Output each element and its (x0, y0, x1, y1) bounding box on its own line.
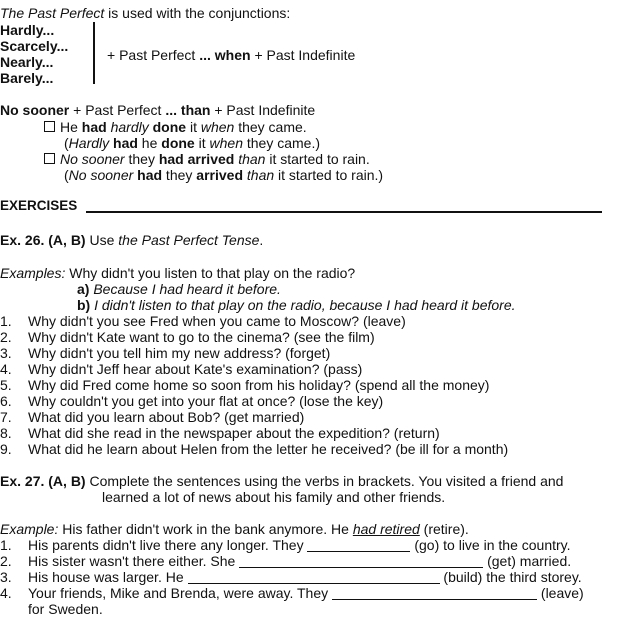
s: it started to rain.) (274, 167, 384, 183)
answer-blank[interactable] (307, 538, 410, 552)
s: hardly (110, 119, 149, 135)
s: it (186, 119, 201, 135)
item-text: Why didn't Jeff hear about Kate's examination? (pass) (28, 361, 363, 377)
list-item (0, 393, 384, 409)
s: they came.) (242, 135, 321, 151)
item-text: What did he learn about Helen from the letter he received? (be ill for a month) (28, 441, 509, 457)
list-item (0, 569, 582, 585)
item-text (28, 553, 571, 569)
item-number: 3. (0, 345, 12, 361)
s: His father didn't work in the bank anymore. He (58, 521, 353, 537)
answer-blank[interactable] (239, 554, 483, 568)
example-label: Example: (0, 521, 59, 537)
item-number: 7. (0, 409, 12, 425)
list-item (0, 585, 584, 601)
ex26-title (0, 232, 263, 248)
list-item (0, 425, 440, 441)
rule-no-sooner (0, 102, 315, 118)
s: ( (64, 167, 69, 183)
list-item-cont: for Sweden. (28, 601, 103, 617)
s: it (194, 135, 210, 151)
s: Your friends, Mike and Brenda, were away. They (28, 585, 333, 601)
item-number: 4. (0, 361, 12, 377)
conjunction-3: Nearly... (0, 54, 54, 70)
s: arrived (196, 167, 243, 183)
s: they came. (234, 119, 307, 135)
intro-line (0, 5, 290, 21)
s: No sooner (60, 151, 125, 167)
item-text: What did you learn about Bob? (get married) (28, 409, 305, 425)
item-number: 2. (0, 329, 12, 345)
s: than (238, 151, 266, 167)
item-text (28, 585, 584, 601)
item-number: 9. (0, 441, 12, 457)
list-item (0, 409, 305, 425)
item-text: Why did Fred come home so soon from his holiday? (spend all the money) (28, 377, 490, 393)
s: He (60, 119, 82, 135)
s: (retire). (419, 521, 469, 537)
rule-part: No sooner (0, 102, 70, 118)
s: the Past Perfect Tense (118, 232, 260, 248)
bracket-bar (93, 22, 95, 84)
s: had (137, 167, 163, 183)
formula-when (107, 47, 355, 63)
list-item (0, 313, 406, 329)
item-number: 6. (0, 393, 12, 409)
s: Because I had heard it before. (89, 281, 281, 297)
answer-blank[interactable] (188, 570, 440, 584)
ex27-instruction-cont: learned a lot of news about his family and other friends. (102, 489, 446, 505)
example-answer: had retired (352, 521, 420, 537)
list-item (0, 377, 490, 393)
item-text: Why didn't you see Fred when you came to Moscow? (leave) (28, 313, 406, 329)
s: . (259, 232, 264, 248)
sample-1-alt (64, 135, 320, 151)
s: than (246, 167, 275, 183)
s: done (161, 135, 195, 151)
item-text (28, 537, 571, 553)
list-item (0, 361, 363, 377)
s: Why didn't you listen to that play on the radio? (65, 265, 356, 281)
rule-part: + Past Perfect (69, 102, 166, 118)
s: Use (85, 232, 119, 248)
list-item (0, 441, 509, 457)
item-text: What did she read in the newspaper about the expedition? (return) (28, 425, 440, 441)
item-number: 4. (0, 585, 12, 601)
s: they (162, 167, 197, 183)
ex-level: (A, B) (48, 232, 86, 248)
list-item (0, 553, 572, 569)
item-number: 3. (0, 569, 12, 585)
example-label: Examples: (0, 265, 66, 281)
item-number: 2. (0, 553, 12, 569)
s: I didn't listen to that play on the radio, because I had heard it before. (90, 297, 516, 313)
s: ( (64, 135, 69, 151)
item-number: 1. (0, 537, 12, 553)
list-item (0, 329, 375, 345)
ex26-answer-b (77, 297, 516, 313)
checkbox-icon (44, 121, 55, 132)
s: His house was larger. He (28, 569, 188, 585)
s: (get) married. (483, 553, 572, 569)
s: (leave) (537, 585, 584, 601)
formula-when-word: ... when (199, 47, 251, 63)
intro-lead: The Past Perfect (0, 5, 105, 21)
ex-level: (A, B) (48, 473, 86, 489)
s: had (113, 135, 138, 151)
s: it started to rain. (265, 151, 370, 167)
intro-rest: is used with the conjunctions: (104, 5, 291, 21)
item-number: 5. (0, 377, 12, 393)
s: they (124, 151, 159, 167)
item-number: 1. (0, 313, 12, 329)
ex-label: Ex. 26. (0, 232, 45, 248)
formula-part: + Past Perfect (107, 47, 200, 63)
s: a) (77, 281, 90, 297)
list-item (0, 537, 571, 553)
heading-rule (86, 211, 602, 213)
item-text: Why didn't you tell him my new address? (forget) (28, 345, 331, 361)
rule-part: + Past Indefinite (210, 102, 316, 118)
ex27-example (0, 521, 469, 537)
s: His parents didn't live there any longer. They (28, 537, 308, 553)
ex26-example (0, 265, 355, 281)
sample-2-alt (64, 167, 383, 183)
checkbox-icon (44, 153, 55, 164)
ex27-title (0, 473, 563, 489)
s: had (81, 119, 107, 135)
rule-part: ... than (165, 102, 211, 118)
s: Hardly (68, 135, 110, 151)
item-text: Why couldn't you get into your flat at once? (lose the key) (28, 393, 384, 409)
s: Complete the sentences using the verbs in brackets. You visited a friend and (85, 473, 564, 489)
conjunction-2: Scarcely... (0, 38, 69, 54)
s: when (200, 119, 235, 135)
ex-label: Ex. 27. (0, 473, 45, 489)
s: when (209, 135, 243, 151)
conjunction-4: Barely... (0, 70, 54, 86)
exercises-heading: EXERCISES (0, 198, 78, 213)
list-item (0, 345, 331, 361)
s: (build) the third storey. (439, 569, 582, 585)
s: b) (77, 297, 91, 313)
item-text (28, 569, 582, 585)
answer-blank[interactable] (332, 586, 537, 600)
sample-1 (44, 119, 307, 135)
ex26-answer-a (77, 281, 281, 297)
formula-part: + Past Indefinite (250, 47, 356, 63)
s: His sister wasn't there either. She (28, 553, 240, 569)
item-text: Why didn't Kate want to go to the cinema? (see the film) (28, 329, 375, 345)
conjunction-1: Hardly... (0, 22, 55, 38)
s: had arrived (158, 151, 235, 167)
s: he (137, 135, 162, 151)
item-number: 8. (0, 425, 12, 441)
s: done (152, 119, 187, 135)
sample-2 (44, 151, 370, 167)
s: No sooner (68, 167, 134, 183)
s: (go) to live in the country. (410, 537, 571, 553)
